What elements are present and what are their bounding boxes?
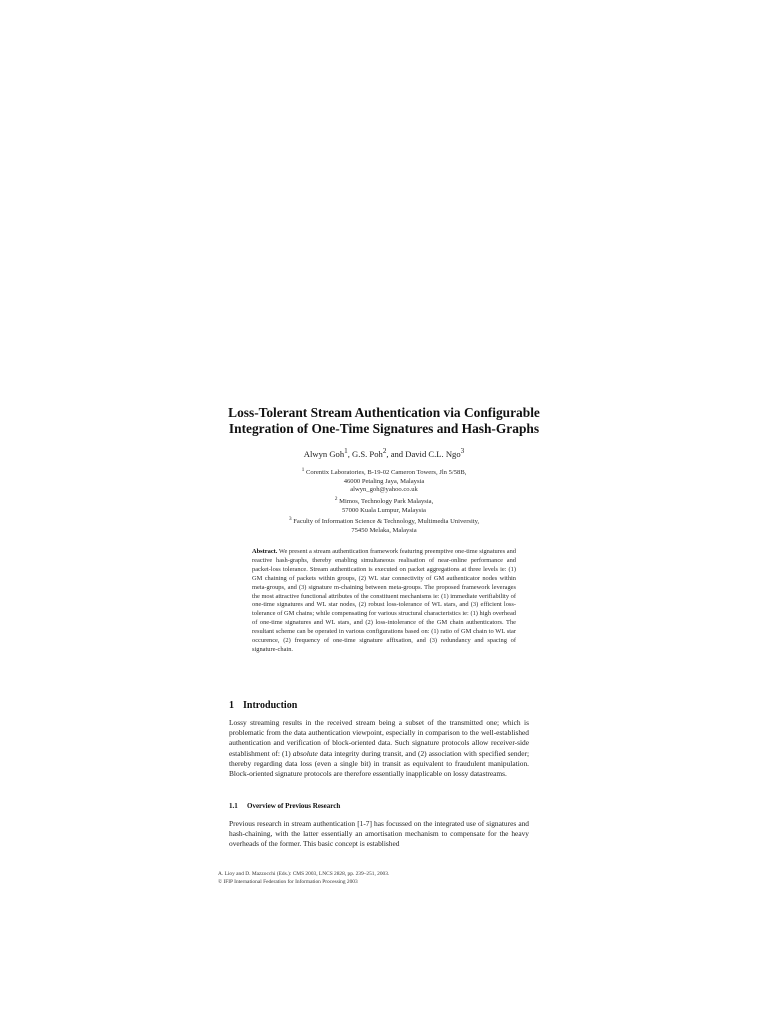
- previous-research-paragraph: Previous research in stream authentication [1-7] has focussed on the integrated use of signatures and hash-chaining, with the latter essentially an amortisation mechanism to compensate for the heavy overheads of the former. This basic concept is established: [229, 819, 529, 849]
- affiliation-email: alwyn_goh@yahoo.co.uk: [350, 486, 418, 494]
- paper-title: [200, 405, 568, 436]
- subsection-title: Overview of Previous Research: [247, 802, 341, 810]
- affil-mark: 2: [334, 495, 338, 502]
- author-name: , and David C.L. Ngo: [386, 448, 461, 459]
- section-title: Introduction: [243, 700, 298, 711]
- citation-line: A. Lioy and D. Mazzocchi (Eds.): CMS 2003, LNCS 2828, pp. 239–251, 2003.: [218, 871, 390, 877]
- copyright-footer: [218, 871, 538, 886]
- author-affil-mark: 3: [460, 447, 465, 455]
- abstract-text: We present a stream authentication framework featuring preemptive one-time signatures and reactive hash-graphs, thereby enabling simultaneous realisation of near-online performance and packet-loss tolerance. Stream authentication is executed on packet aggregations at three levels ie: (1) GM chaining of packets within groups, (2) WL star connectivity of GM authenticator nodes within meta-groups, and (3) signature m-chaining between meta-groups. The proposed framework leverages the most attractive functional attributes of the constituent mechanisms ie: (1) immediate verifiability of one-time signatures and WL star nodes, (2) robust loss-tolerance of WL stars, and (3) efficient loss-tolerance of GM chains; while compensating for various structural characteristics ie: (1) high overhead of one-time signatures and WL stars, and (2) loss-intolerance of the GM chain authenticators. The resultant scheme can be operated in various configurations based on: (1) ratio of GM chain to WL star occurence, (2) frequency of one-time signature affixation, and (3) redundancy and spacing of signature-chain.: [252, 548, 516, 653]
- affil-mark: 3: [288, 516, 292, 523]
- affiliation-line: 46000 Petaling Jaya, Malaysia: [343, 477, 425, 485]
- abstract-label: Abstract.: [252, 548, 278, 555]
- affiliation-line: $^3$ Faculty of Information Science & Technology, Multimedia University,: [288, 516, 480, 526]
- abstract: [252, 548, 516, 655]
- affil-mark: 1: [301, 467, 305, 473]
- author-name: Alwyn Goh: [303, 448, 345, 459]
- introduction-paragraph: Lossy streaming results in the received stream being a subset of the transmitted one; which is problematic from the data authentication viewpoint, especially in comparison to the well-established authentication and verification of block-oriented data. Such signature protocols allow receiver-side establishment of: (1) absolute data integrity during transit, and (2) association with specified sender; thereby regarding data loss (even a single bit) in transit as equivalent to fraudulent manipulation. Block-oriented signature protocols are therefore essentially inapplicable on lossy datastreams.: [229, 718, 530, 779]
- affiliations: [200, 466, 568, 536]
- author-affil-mark: 2: [382, 447, 387, 455]
- author-affil-mark: 1: [344, 447, 348, 455]
- emphasis-text: absolute: [292, 748, 318, 758]
- author-list: [200, 446, 568, 460]
- title-line-1: Loss-Tolerant Stream Authentication via Configurable: [228, 405, 540, 420]
- copyright-line: © IFIP International Federation for Information Processing 2003: [218, 878, 358, 885]
- affiliation-line: 75450 Melaka, Malaysia: [351, 527, 417, 535]
- affiliation-line: $^2$ Mimos, Technology Park Malaysia,: [334, 495, 434, 506]
- subsection-number: 1.1: [229, 802, 238, 810]
- section-number: 1: [229, 700, 234, 711]
- subsection-heading-previous-research: [229, 802, 340, 811]
- affiliation-line: 57000 Kuala Lumpur, Malaysia: [342, 506, 426, 514]
- section-heading-introduction: [229, 700, 297, 712]
- title-line-2: Integration of One-Time Signatures and Hash-Graphs: [228, 420, 540, 436]
- author-name: , G.S. Poh: [347, 448, 383, 459]
- affiliation-line: $^1$ Corentix Laboratories, B-19-02 Cameron Towers, Jln 5/58B,: [301, 467, 467, 477]
